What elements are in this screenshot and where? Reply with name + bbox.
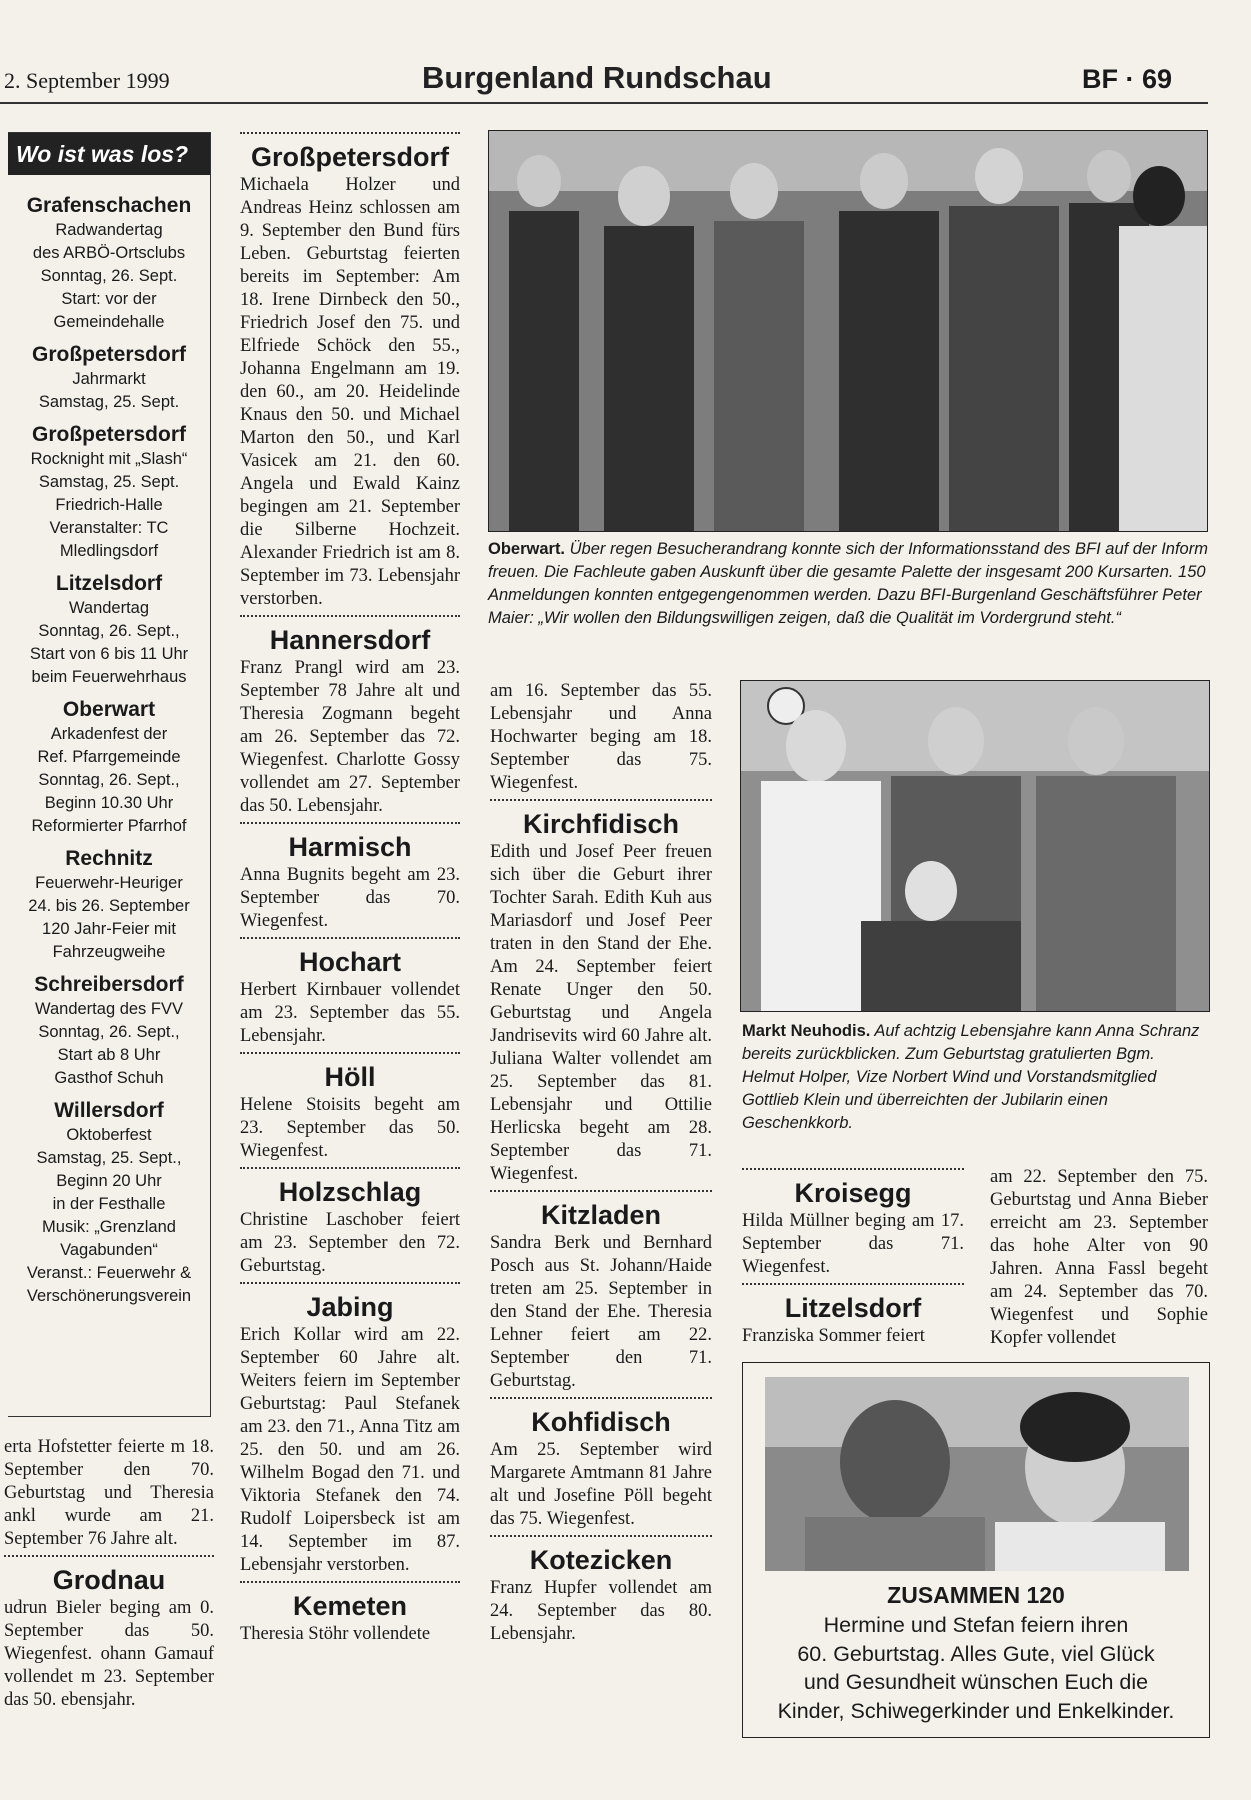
section-title: Kohfidisch — [531, 1407, 671, 1437]
article-text: Herbert Kirnbauer vollendet am 23. September das 55. Lebensjahr. — [240, 980, 460, 1046]
article-text: Helene Stoisits begeht am 23. September das 50. Wiegenfest. — [240, 1095, 460, 1161]
section-title: Hochart — [298, 947, 401, 977]
section-title: Kroisegg — [794, 1178, 912, 1208]
event-detail: Beginn 20 Uhr — [56, 1172, 162, 1190]
event-town: Rechnitz — [65, 847, 153, 870]
dotted-divider — [490, 1190, 712, 1198]
event-detail: Sonntag, 26. Sept., — [38, 1023, 180, 1041]
column-4b — [990, 1166, 1208, 1350]
column-4a — [742, 1164, 964, 1348]
dotted-divider — [240, 1167, 460, 1175]
event-detail: Gemeindehalle — [53, 313, 165, 331]
event-item — [8, 571, 210, 689]
article-text: Am 25. September wird Margarete Amtmann 81 Jahre alt und Josefine Pöll begeht das 75. Wiegenfest. — [490, 1440, 712, 1529]
events-title: Wo ist was los? — [8, 133, 210, 175]
event-detail: Radwandertag — [55, 221, 163, 239]
dotted-divider — [742, 1283, 964, 1291]
event-town: Willersdorf — [54, 1099, 164, 1122]
event-detail: Ref. Pfarrgemeinde — [37, 748, 181, 766]
dotted-divider — [490, 799, 712, 807]
article-text: Hilda Müllner beging am 17. September das 71. Wiegenfest. — [742, 1211, 964, 1277]
event-detail: Fahrzeugweihe — [52, 943, 166, 961]
greeting-text — [743, 1611, 1209, 1725]
article-text: erta Hofstetter feierte m 18. September den 70. Geburtstag und Theresia ankl wurde am 21. September 76 Jahre alt. — [4, 1437, 214, 1549]
event-detail: Samstag, 25. Sept. — [38, 393, 180, 411]
event-detail: Musik: „Grenzland — [42, 1218, 176, 1236]
dotted-divider — [240, 1282, 460, 1290]
event-detail: Wandertag des FVV — [35, 1000, 183, 1018]
article-text: Theresia Stöhr vollendete — [240, 1624, 431, 1644]
event-detail: Start ab 8 Uhr — [57, 1046, 161, 1064]
event-detail: Sonntag, 26. Sept. — [40, 267, 178, 285]
event-detail: Vagabunden“ — [60, 1241, 158, 1259]
section-title: Litzelsdorf — [784, 1293, 922, 1323]
event-detail: Rocknight mit „Slash“ — [30, 450, 188, 468]
caption-lead: Oberwart. — [488, 540, 566, 558]
event-item — [8, 697, 210, 838]
greeting-line: und Gesundheit wünschen Euch die — [803, 1670, 1149, 1694]
section-title: Harmisch — [288, 832, 412, 862]
article-text: Sandra Berk und Bernhard Posch aus St. Johann/Haide treten am 25. September in den Stand der Ehe. Theresia Lehner feiert am 22. September den 71. Geburtstag. — [490, 1233, 712, 1391]
neuhodis-caption — [742, 1020, 1208, 1135]
greeting-line: Kinder, Schiwegerkinder und Enkelkinder. — [777, 1698, 1175, 1723]
event-detail: Start von 6 bis 11 Uhr — [29, 645, 189, 663]
article-text: Franz Prangl wird am 23. September 78 Jahre alt und Theresia Zogmann begeht am 26. September das 72. Wiegenfest. Charlotte Gossy vollendet am 27. September das 50. Lebensjahr. — [240, 658, 460, 816]
dotted-divider — [240, 132, 460, 140]
dotted-divider — [490, 1397, 712, 1405]
article-text: Anna Bugnits begeht am 23. September das 70. Wiegenfest. — [240, 865, 460, 931]
event-detail: beim Feuerwehrhaus — [31, 668, 187, 686]
dotted-divider — [240, 1581, 460, 1589]
oberwart-photo — [488, 130, 1208, 532]
event-detail: Jahrmarkt — [72, 370, 146, 388]
dotted-divider — [4, 1555, 214, 1563]
greeting-box — [742, 1362, 1210, 1738]
event-detail: Beginn 10.30 Uhr — [44, 794, 174, 812]
section-title: Kotezicken — [529, 1545, 673, 1575]
event-item — [8, 1098, 210, 1308]
event-detail: Friedrich-Halle — [55, 496, 163, 514]
group-photo-icon — [741, 681, 1209, 1011]
event-town: Großpetersdorf — [31, 423, 186, 446]
section-title: Höll — [324, 1062, 376, 1092]
event-detail: Oktoberfest — [66, 1126, 152, 1144]
article-text: Christine Laschober feiert am 23. September den 72. Geburtstag. — [240, 1210, 460, 1276]
event-detail: Veranstalter: TC — [49, 519, 169, 537]
event-detail: in der Festhalle — [52, 1195, 166, 1213]
article-text: Franz Hupfer vollendet am 24. September das 80. Lebensjahr. — [490, 1578, 712, 1644]
event-detail: Arkadenfest der — [50, 725, 168, 743]
events-list — [8, 185, 210, 1308]
couple-photo-icon — [765, 1377, 1189, 1571]
event-town: Litzelsdorf — [55, 572, 163, 595]
section-title: Kirchfidisch — [522, 809, 680, 839]
dotted-divider — [240, 615, 460, 623]
dotted-divider — [490, 1535, 712, 1543]
event-item — [8, 342, 210, 414]
event-detail: Wandertag — [68, 599, 150, 617]
event-detail: 24. bis 26. September — [28, 897, 190, 915]
event-detail: Start: vor der — [61, 290, 157, 308]
event-detail: Sonntag, 26. Sept., — [38, 771, 180, 789]
event-town: Großpetersdorf — [31, 343, 186, 366]
article-text: Franziska Sommer feiert — [742, 1326, 925, 1346]
column-2 — [240, 128, 460, 1646]
article-text: Edith und Josef Peer freuen sich über die Geburt ihrer Tochter Sarah. Edith Kuh aus Mariasdorf und Josef Peer traten in den Stand der Ehe. Am 24. September feiert Renate Unger den 50. Geburtstag und Angela Jandrisevits wird 60 Jahre alt. Juliana Walter vollendet am 25. September das 81. Lebensjahr und Ottilie Herlicska begeht am 28. September das 71. Wiegenfest. — [490, 842, 712, 1184]
section-title: Jabing — [306, 1292, 394, 1322]
dotted-divider — [240, 1052, 460, 1060]
event-item — [8, 972, 210, 1090]
page-number: BF · 69 — [1082, 64, 1173, 94]
event-detail: Verschönerungsverein — [26, 1287, 192, 1305]
caption-text: Auf achtzig Lebensjahre kann Anna Schranz bereits zurückblicken. Zum Geburtstag gratulierten Bgm. Helmut Holper, Vize Norbert Wind und Vorstandsmitglied Gottlieb Klein und überreichten der Jubilarin einen Geschenkkorb. — [742, 1022, 1200, 1132]
event-detail: Gasthof Schuh — [54, 1069, 164, 1087]
oberwart-caption — [488, 538, 1208, 630]
column-1-tail — [4, 1436, 214, 1712]
article-text: udrun Bieler beging am 0. September das 50. Wiegenfest. ohann Gamauf vollendet m 23. September das 50. ebensjahr. — [4, 1598, 214, 1710]
event-item — [8, 846, 210, 964]
dotted-divider — [240, 937, 460, 945]
article-text: am 22. September den 75. Geburtstag und Anna Bieber erreicht am 23. September das hohe Alter von 90 Jahren. Anna Fassl begeht am 24. September das 70. Wiegenfest und Sophie Kopfer vollendet — [990, 1167, 1208, 1348]
event-town: Oberwart — [62, 698, 156, 721]
event-detail: 120 Jahr-Feier mit — [42, 920, 176, 938]
greeting-line: 60. Geburtstag. Alles Gute, viel Glück — [797, 1641, 1155, 1666]
event-item — [8, 422, 210, 563]
issue-date: 2. September 1999 — [4, 68, 170, 93]
section-title: Grodnau — [52, 1565, 166, 1595]
section-title: Kitzladen — [540, 1200, 661, 1230]
event-town: Schreibersdorf — [34, 973, 184, 996]
article-text: am 16. September das 55. Lebensjahr und Anna Hochwarter beging am 18. September das 75. Wiegenfest. — [490, 681, 712, 793]
event-detail: Samstag, 25. Sept., — [36, 1149, 182, 1167]
column-3 — [490, 680, 712, 1646]
neuhodis-photo — [740, 680, 1210, 1012]
event-detail: des ARBÖ-Ortsclubs — [32, 244, 186, 262]
event-detail: Mledlingsdorf — [59, 542, 159, 560]
section-title: Kemeten — [292, 1591, 408, 1621]
caption-text: Über regen Besucherandrang konnte sich der Informationsstand des BFI auf der Inform freuen. Die Fachleute gaben Auskunft über die gesamte Palette der insgesamt 200 Kursarten. 150 Anmeldungen konnten entgegengenommen werden. Dazu BFI-Burgenland Geschäftsführer Peter Maier: „Wir wollen den Bildungswilligen zeigen, daß die Qualität im Vordergrund steht.“ — [488, 540, 1208, 627]
event-town: Grafenschachen — [26, 194, 192, 217]
event-detail: Reformierter Pfarrhof — [31, 817, 187, 835]
event-detail: Veranst.: Feuerwehr & — [26, 1264, 192, 1282]
section-title: Großpetersdorf — [250, 142, 450, 172]
greeting-line: Hermine und Stefan feiern ihren — [823, 1613, 1129, 1637]
dotted-divider — [240, 822, 460, 830]
event-item — [8, 193, 210, 334]
section-title: Hannersdorf — [269, 625, 431, 655]
dotted-divider — [742, 1168, 964, 1176]
event-detail: Samstag, 25. Sept. — [38, 473, 180, 491]
header-rule — [0, 102, 1208, 104]
greeting-title: ZUSAMMEN 120 — [887, 1582, 1065, 1608]
events-box — [8, 132, 211, 1417]
article-text: Michaela Holzer und Andreas Heinz schlossen am 9. September den Bund fürs Leben. Geburtstag feierten bereits im September: Am 18. Irene Dirnbeck den 50., Friedrich Josef den 75. und Elfriede Schöck den 55., Johanna Engelmann am 19. den 60., am 20. Heidelinde Knaus den 50. und Michael Marton den 50., und Karl Vasicek am 21. den 60. Angela und Ewald Kainz begingen am 21. September die Silberne Hochzeit. Alexander Friedrich ist am 8. September im 73. Lebensjahr verstorben. — [240, 175, 460, 609]
newspaper-title: Burgenland Rundschau — [422, 60, 772, 95]
section-title: Holzschlag — [278, 1177, 422, 1207]
event-detail: Sonntag, 26. Sept., — [38, 622, 180, 640]
caption-lead: Markt Neuhodis. — [742, 1022, 871, 1040]
couple-photo — [765, 1377, 1189, 1571]
event-detail: Feuerwehr-Heuriger — [35, 874, 183, 892]
article-text: Erich Kollar wird am 22. September 60 Jahre alt. Weiters feiern im September Geburtstag: Paul Stefanek am 23. den 71., Anna Titz am 25. den 50. und am 26. Wilhelm Bogad den 71. und Viktoria Stefanek den 74. Rudolf Loipersbeck ist am 14. September im 87. Lebensjahr verstorben. — [240, 1325, 460, 1575]
group-photo-icon — [489, 131, 1207, 531]
